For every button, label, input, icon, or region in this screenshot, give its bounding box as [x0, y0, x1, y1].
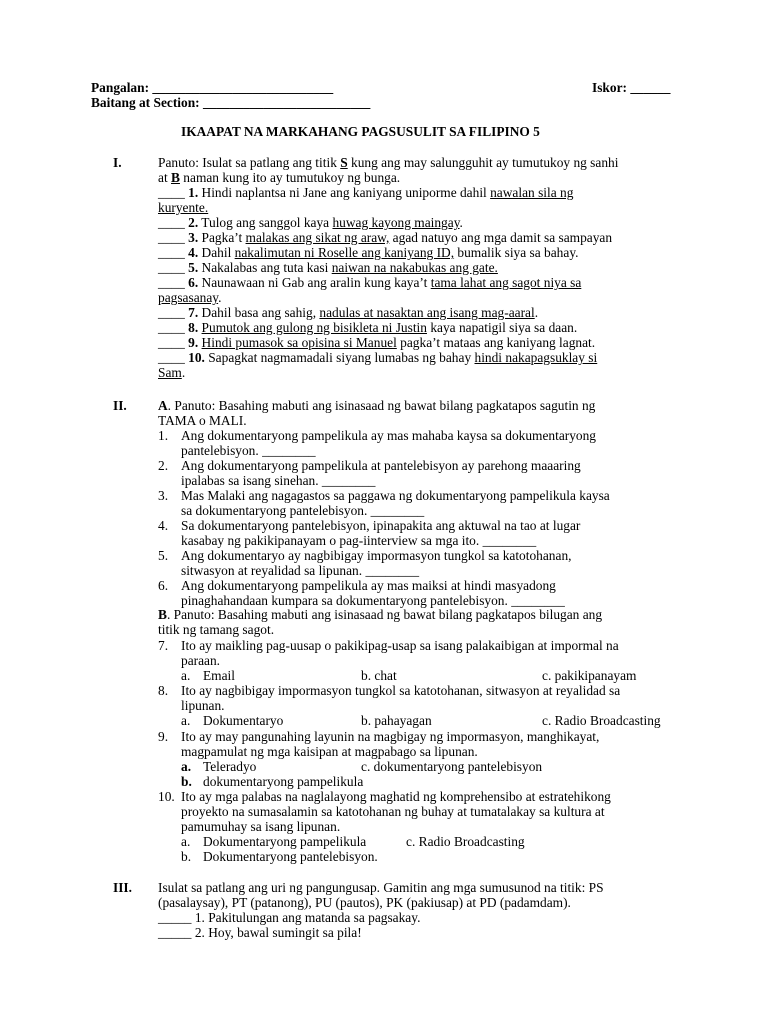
part-1-numeral: I. [113, 155, 122, 170]
underlined-phrase: pagsasanay [158, 290, 219, 305]
part-1-item-line [158, 290, 221, 305]
item-number: 10. [188, 350, 205, 365]
underlined-phrase: Hindi pumasok sa opisina si Manuel [201, 335, 397, 350]
tf-item-text: Sa dokumentaryong pantelebisyon, ipinapakita ang aktuwal na tao at lugar [181, 518, 581, 533]
item-text-end: kaya napatigil siya sa daan. [426, 320, 578, 335]
grade-section-field-label: Baitang at Section: _________________________ [91, 95, 371, 110]
q8-choice-a-letter: a. [181, 713, 191, 728]
q10-choice-b: Dokumentaryong pantelebisyon. [203, 849, 378, 864]
q9-text: Ito ay may pangunahing layunin na magbigay ng impormasyon, manghikayat, [181, 729, 600, 744]
q7-number: 7. [158, 638, 169, 653]
q10-choice-c: c. Radio Broadcasting [406, 834, 525, 849]
tf-item-number: 1. [158, 428, 169, 443]
part-1-item-line [158, 320, 577, 335]
item-text-end: . [534, 305, 539, 320]
item-text-end: pagka’t mataas ang kaniyang lagnat. [396, 335, 596, 350]
q7-text-cont: paraan. [181, 653, 221, 668]
item-number: 9. [188, 335, 199, 350]
answer-blank: ____ [158, 245, 189, 260]
underlined-phrase: Pumutok ang gulong ng bisikleta ni Justin [201, 320, 427, 335]
underlined-phrase: naiwan na nakabukas ang gate. [331, 260, 498, 275]
underlined-phrase: huwag kayong maingay [332, 215, 460, 230]
q10-text-cont-2: pamumuhay sa isang lipunan. [181, 819, 341, 834]
underlined-phrase: tama lahat ang sagot niya sa [430, 275, 582, 290]
part-3-item-1: _____ 1. Pakitulungan ang matanda sa pagsakay. [158, 910, 421, 925]
item-number: 3. [188, 230, 199, 245]
answer-blank: ____ [158, 320, 189, 335]
part-2a-instruction-cont: TAMA o MALI. [158, 413, 247, 428]
tf-item-text: Ang dokumentaryong pampelikula at pantelebisyon ay parehong maaaring [181, 458, 581, 473]
underlined-phrase: nakalimutan ni Roselle ang kaniyang ID, [234, 245, 455, 260]
part-1-item-line [158, 305, 538, 320]
score-field-label: Iskor: ______ [592, 80, 671, 95]
item-text-end: . [459, 215, 463, 230]
part-3-item-2: _____ 2. Hoy, bawal sumingit sa pila! [158, 925, 362, 940]
tf-item-text: Ang dokumentaryong pampelikula ay mas maiksi at hindi masyadong [181, 578, 556, 593]
item-text: Dahil basa ang sahig, [198, 305, 320, 320]
q9-text-cont: magpamulat ng mga kaisipan at magpabago sa lipunan. [181, 744, 478, 759]
q8-choice-b: b. pahayagan [361, 713, 432, 728]
part-3-instruction-cont: (pasalaysay), PT (patanong), PU (pautos), PK (pakiusap) at PD (padamdam). [158, 895, 571, 910]
part-1-item-line [158, 230, 612, 245]
tf-item-number: 6. [158, 578, 169, 593]
q8-text: Ito ay nagbibigay impormasyon tungkol sa katotohanan, sitwasyon at reyalidad sa [181, 683, 621, 698]
part-1-item-line [158, 275, 581, 290]
item-number: 8. [188, 320, 199, 335]
part-3-instruction: Isulat sa patlang ang uri ng pangungusap. Gamitin ang mga sumusunod na titik: PS [158, 880, 604, 895]
item-number: 2. [188, 215, 199, 230]
item-text: Sapagkat nagmamadali siyang lumabas ng bahay [204, 350, 475, 365]
q10-choice-a: Dokumentaryong pampelikula [203, 834, 367, 849]
q9-number: 9. [158, 729, 169, 744]
part-1-item-line [158, 200, 208, 215]
q7-text: Ito ay maikling pag-uusap o pakikipag-usap sa isang palakaibigan at impormal na [181, 638, 619, 653]
q9-choice-c: c. dokumentaryong pantelebisyon [361, 759, 543, 774]
answer-blank: ____ [158, 215, 189, 230]
q8-choice-c: c. Radio Broadcasting [542, 713, 661, 728]
tf-item-text: kasabay ng pakikipanayam o pag-iinterview sa mga ito. ________ [181, 533, 537, 548]
item-text-end: agad natuyo ang mga damit sa sampayan [389, 230, 613, 245]
answer-blank: ____ [158, 335, 189, 350]
tf-item-number: 3. [158, 488, 169, 503]
tf-item-text: sitwasyon at reyalidad sa lipunan. ________ [181, 563, 420, 578]
q7-choice-a: Email [203, 668, 235, 683]
tf-item-number: 4. [158, 518, 169, 533]
q7-choice-b: b. chat [361, 668, 397, 683]
item-text: Dahil [198, 245, 235, 260]
tf-item-text: sa dokumentaryong pantelebisyon. ________ [181, 503, 425, 518]
item-number: 1. [188, 185, 199, 200]
q9-choice-b-letter: b. [181, 774, 192, 789]
part-1-item-line [158, 335, 595, 350]
part-1-instruction-cont: at B naman kung ito ay tumutukoy ng bunga. [158, 170, 401, 185]
part-1-item-line [158, 245, 579, 260]
underlined-phrase: malakas ang sikat ng araw, [245, 230, 390, 245]
part-1-instruction: Panuto: Isulat sa patlang ang titik S kung ang may salungguhit ay tumutukoy ng sanhi [158, 155, 619, 170]
underlined-phrase: hindi nakapagsuklay si [474, 350, 598, 365]
item-text: Hindi naplantsa ni Jane ang kaniyang uniporme dahil [198, 185, 491, 200]
name-field-label: Pangalan: ___________________________ [91, 80, 334, 95]
part-1-item-line [158, 350, 597, 365]
answer-blank: ____ [158, 260, 189, 275]
item-text: Tulog ang sanggol kaya [198, 215, 333, 230]
underlined-phrase: nadulas at nasaktan ang isang mag-aaral [319, 305, 535, 320]
answer-blank: ____ [158, 350, 189, 365]
tf-item-text: pinaghahandaan kumpara sa dokumentaryong pantelebisyon. ________ [181, 593, 565, 608]
item-number: 5. [188, 260, 199, 275]
q10-number: 10. [158, 789, 175, 804]
exam-title: IKAAPAT NA MARKAHANG PAGSUSULIT SA FILIPINO 5 [181, 124, 540, 139]
tf-item-number: 5. [158, 548, 169, 563]
tf-item-text: ipalabas sa isang sinehan. ________ [181, 473, 376, 488]
tf-item-text: Ang dokumentaryong pampelikula ay mas mahaba kaysa sa dokumentaryong [181, 428, 596, 443]
part-2a-instruction: A. Panuto: Basahing mabuti ang isinasaad ng bawat bilang pagkatapos sagutin ng [158, 398, 596, 413]
tf-item-text: Ang dokumentaryo ay nagbibigay impormasyon tungkol sa katotohanan, [181, 548, 572, 563]
q10-choice-b-letter: b. [181, 849, 192, 864]
q9-choice-a-letter: a. [181, 759, 192, 774]
part-2b-instruction-cont: titik ng tamang sagot. [158, 622, 275, 637]
item-text-end: . [181, 365, 186, 380]
q9-choice-b: dokumentaryong pampelikula [203, 774, 364, 789]
tf-item-text: pantelebisyon. ________ [181, 443, 316, 458]
q9-choice-a: Teleradyo [203, 759, 257, 774]
item-text: Naunawaan ni Gab ang aralin kung kaya’t [198, 275, 431, 290]
q10-text-cont: proyekto na sumasalamin sa katotohanan ng buhay at tumatalakay sa kultura at [181, 804, 605, 819]
underlined-phrase: kuryente. [158, 200, 209, 215]
tf-item-number: 2. [158, 458, 169, 473]
item-text-end: bumalik siya sa bahay. [454, 245, 579, 260]
q8-text-cont: lipunan. [181, 698, 225, 713]
answer-blank: ____ [158, 275, 189, 290]
q7-choice-c: c. pakikipanayam [542, 668, 637, 683]
part-1-item-line [158, 260, 498, 275]
part-1-item-line [158, 185, 573, 200]
item-number: 6. [188, 275, 199, 290]
q8-number: 8. [158, 683, 169, 698]
answer-blank: ____ [158, 305, 189, 320]
item-text-end: . [218, 290, 222, 305]
part-1-item-line [158, 365, 185, 380]
tf-item-text: Mas Malaki ang nagagastos sa paggawa ng dokumentaryong pampelikula kaysa [181, 488, 610, 503]
answer-blank: ____ [158, 230, 189, 245]
item-number: 4. [188, 245, 199, 260]
part-2b-instruction: B. Panuto: Basahing mabuti ang isinasaad ng bawat bilang pagkatapos bilugan ang [158, 607, 603, 622]
item-number: 7. [188, 305, 199, 320]
underlined-phrase: Sam [158, 365, 182, 380]
q10-choice-a-letter: a. [181, 834, 191, 849]
q8-choice-a: Dokumentaryo [203, 713, 284, 728]
part-2-numeral: II. [113, 398, 127, 413]
part-1-item-line [158, 215, 463, 230]
q7-choice-a-letter: a. [181, 668, 191, 683]
item-text: Nakalabas ang tuta kasi [198, 260, 332, 275]
part-3-numeral: III. [113, 880, 132, 895]
item-text: Pagka’t [198, 230, 246, 245]
underlined-phrase: nawalan sila ng [490, 185, 574, 200]
q10-text: Ito ay mga palabas na naglalayong maghatid ng komprehensibo at estratehikong [181, 789, 611, 804]
answer-blank: ____ [158, 185, 189, 200]
